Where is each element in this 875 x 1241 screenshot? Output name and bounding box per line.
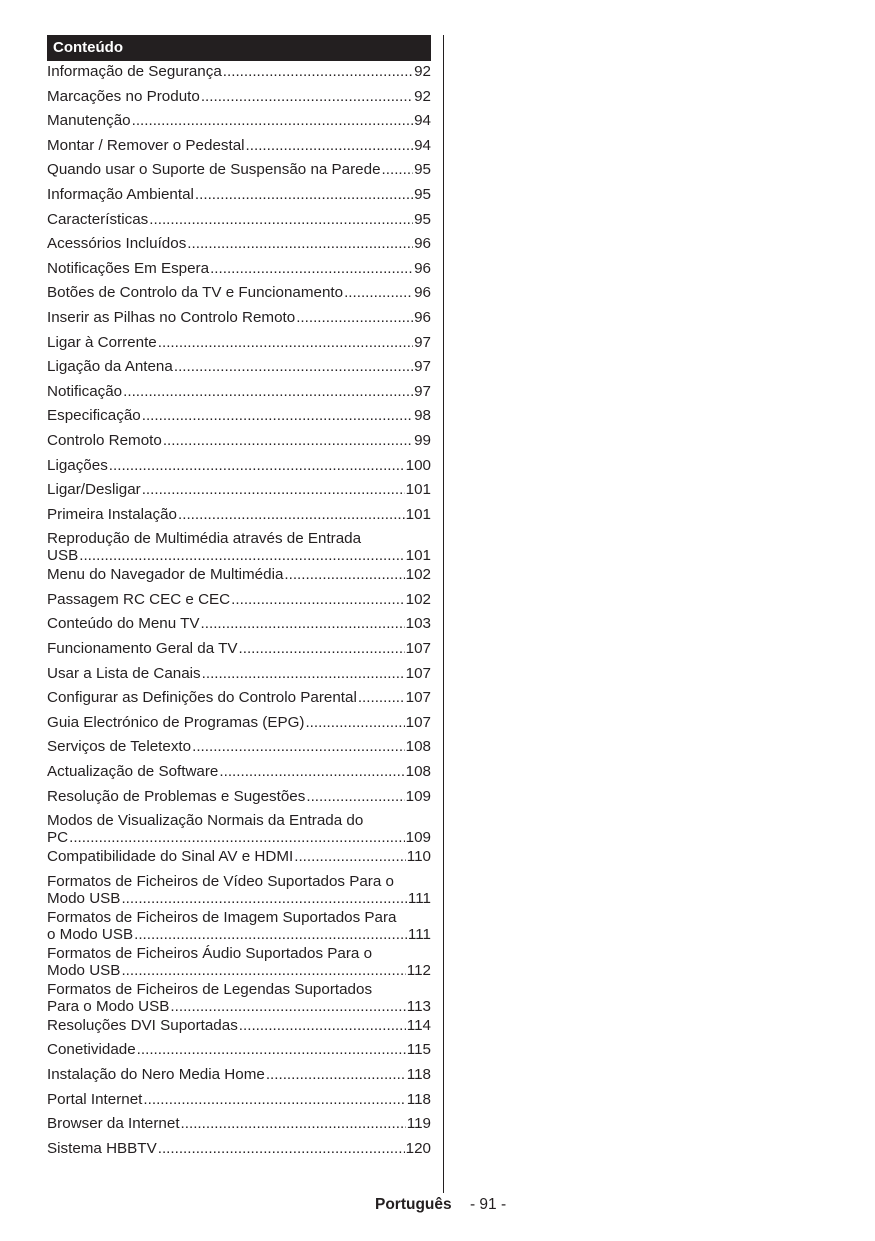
- toc-entry-title: Manutenção: [47, 112, 131, 130]
- toc-entry[interactable]: [47, 479, 431, 504]
- toc-entry-title: Quando usar o Suporte de Suspensão na Parede: [47, 161, 381, 179]
- toc-entry-title: Marcações no Produto: [47, 87, 200, 105]
- dot-leader: [246, 137, 414, 155]
- dot-leader: [158, 334, 413, 352]
- toc-list: [47, 61, 431, 1162]
- toc-entry-page: 103: [405, 615, 431, 633]
- toc-entry-title-line1: Formatos de Ficheiros de Legendas Suportados: [47, 980, 373, 998]
- toc-entry-page: 118: [406, 1066, 431, 1083]
- toc-entry-title-line1: Modos de Visualização Normais da Entrada do: [47, 812, 364, 830]
- toc-entry[interactable]: [47, 1113, 431, 1138]
- dot-leader: [121, 962, 405, 979]
- dot-leader: [266, 1066, 406, 1084]
- dot-leader: [181, 1115, 406, 1133]
- toc-entry-page: 95: [414, 161, 431, 179]
- toc-entry-page: 114: [406, 1016, 431, 1034]
- toc-entry-title: Ligação da Antena: [47, 358, 173, 376]
- toc-entry-title: Sistema HBBTV: [47, 1139, 157, 1157]
- toc-entry-page: 96: [414, 284, 431, 302]
- toc-entry-page: 120: [405, 1139, 431, 1157]
- toc-entry[interactable]: [47, 61, 431, 86]
- toc-entry-page: 100: [405, 456, 431, 474]
- toc-entry-title: Conetividade: [47, 1041, 136, 1059]
- toc-entry-title: PC: [47, 829, 69, 847]
- toc-entry-title: Ligar/Desligar: [47, 481, 141, 499]
- dot-leader: [219, 763, 404, 781]
- toc-entry-page: 109: [405, 787, 431, 805]
- toc-entry[interactable]: [47, 86, 431, 111]
- toc-entry-title: Passagem RC CEC e CEC: [47, 590, 231, 608]
- dot-leader: [149, 211, 413, 229]
- toc-entry-page: 97: [414, 358, 431, 376]
- toc-entry-title: Ligações: [47, 456, 108, 474]
- toc-entry-page: 102: [405, 566, 431, 584]
- dot-leader: [134, 926, 407, 943]
- toc-entry[interactable]: [47, 159, 431, 184]
- toc-entry-page: 101: [405, 547, 431, 565]
- toc-entry[interactable]: [47, 405, 431, 430]
- dot-leader: [305, 714, 404, 732]
- dot-leader: [358, 689, 405, 707]
- toc-entry-page: 92: [414, 87, 431, 105]
- toc-entry[interactable]: [47, 381, 431, 406]
- toc-entry-title: Inserir as Pilhas no Controlo Remoto: [47, 308, 296, 326]
- dot-leader: [187, 235, 413, 253]
- toc-entry-title: Funcionamento Geral da TV: [47, 640, 238, 658]
- toc-entry-title: Serviços de Teletexto: [47, 738, 192, 756]
- dot-leader: [142, 481, 405, 499]
- toc-entry-title: Informação de Segurança: [47, 63, 222, 80]
- dot-leader: [163, 432, 413, 450]
- toc-entry[interactable]: [47, 907, 431, 943]
- toc-entry-page: 101: [405, 505, 431, 523]
- toc-entry[interactable]: [47, 1015, 431, 1040]
- dot-leader: [109, 457, 405, 475]
- dot-leader: [121, 890, 406, 907]
- toc-entry-page: 92: [414, 63, 431, 80]
- toc-entry-page: 108: [405, 763, 431, 781]
- dot-leader: [143, 1091, 405, 1109]
- toc-entry-page: 97: [414, 333, 431, 351]
- dot-leader: [174, 358, 413, 376]
- toc-entry[interactable]: [47, 1039, 431, 1064]
- toc-entry[interactable]: [47, 786, 431, 811]
- toc-entry-page: 115: [406, 1041, 431, 1059]
- toc-entry-page: 95: [414, 210, 431, 228]
- toc-entry-title: Guia Electrónico de Programas (EPG): [47, 713, 305, 731]
- toc-entry-page: 101: [405, 481, 431, 499]
- dot-leader: [382, 161, 414, 179]
- toc-entry-title: Compatibilidade do Sinal AV e HDMI: [47, 848, 294, 866]
- toc-entry-title: Portal Internet: [47, 1090, 143, 1108]
- toc-entry[interactable]: [47, 761, 431, 786]
- dot-leader: [231, 591, 405, 609]
- dot-leader: [294, 848, 406, 866]
- toc-entry-title: Montar / Remover o Pedestal: [47, 136, 245, 154]
- toc-entry[interactable]: [47, 356, 431, 381]
- toc-entry-title: Ligar à Corrente: [47, 333, 157, 351]
- toc-entry-page: 118: [406, 1090, 431, 1108]
- toc-entry-page: 107: [405, 664, 431, 682]
- toc-entry-title: Configurar as Definições do Controlo Parental: [47, 689, 357, 707]
- toc-entry[interactable]: [47, 846, 431, 871]
- toc-entry[interactable]: [47, 332, 431, 357]
- toc-entry[interactable]: [47, 135, 431, 160]
- toc-entry-page: 94: [414, 136, 431, 154]
- toc-entry-title: Browser da Internet: [47, 1115, 180, 1133]
- toc-entry-title: Primeira Instalação: [47, 505, 177, 523]
- toc-entry-page: 111: [407, 925, 431, 943]
- toc-entry[interactable]: [47, 1064, 431, 1089]
- dot-leader: [202, 665, 405, 683]
- toc-entry-title: Características: [47, 210, 149, 228]
- toc-entry-title-line1: Formatos de Ficheiros de Imagem Suportados Para: [47, 908, 397, 926]
- toc-entry[interactable]: [47, 979, 431, 1015]
- toc-entry[interactable]: [47, 663, 431, 688]
- dot-leader: [210, 260, 413, 278]
- footer-language: Português: [375, 1196, 452, 1213]
- toc-entry-title: Instalação do Nero Media Home: [47, 1066, 265, 1083]
- toc-entry[interactable]: [47, 613, 431, 638]
- toc-entry[interactable]: [47, 233, 431, 258]
- dot-leader: [132, 112, 414, 130]
- toc-entry-page: 96: [414, 235, 431, 253]
- toc-entry[interactable]: [47, 455, 431, 480]
- toc-entry-title: Controlo Remoto: [47, 431, 162, 449]
- toc-entry-title: Botões de Controlo da TV e Funcionamento: [47, 284, 344, 302]
- toc-entry-title: Resoluções DVI Suportadas: [47, 1016, 238, 1034]
- toc-entry-page: 111: [407, 889, 431, 907]
- toc-entry-page: 113: [406, 997, 431, 1015]
- toc-entry-page: 95: [414, 185, 431, 203]
- toc-entry[interactable]: [47, 307, 431, 332]
- toc-entry-page: 107: [405, 713, 431, 731]
- toc-entry-title: Actualização de Software: [47, 763, 219, 781]
- toc-entry-title: Especificação: [47, 407, 141, 425]
- toc-entry[interactable]: [47, 209, 431, 234]
- toc-entry-title: Notificação: [47, 382, 123, 400]
- toc-entry[interactable]: [47, 110, 431, 135]
- toc-entry-page: 97: [414, 382, 431, 400]
- page-footer: [375, 1196, 506, 1214]
- toc-entry-page: 96: [414, 259, 431, 277]
- toc-entry[interactable]: [47, 810, 431, 846]
- toc-entry-title: Usar a Lista de Canais: [47, 664, 201, 682]
- toc-entry[interactable]: [47, 282, 431, 307]
- footer-page-number: - 91 -: [469, 1196, 507, 1213]
- toc-entry-page: 107: [405, 640, 431, 658]
- toc-entry-page: 107: [405, 689, 431, 707]
- toc-entry[interactable]: [47, 871, 431, 907]
- toc-entry-page: 109: [405, 829, 431, 847]
- toc-entry-title: USB: [47, 547, 79, 565]
- toc-entry-title-line1: Reprodução de Multimédia através de Entrada: [47, 530, 362, 548]
- toc-entry[interactable]: [47, 638, 431, 663]
- toc-heading: Conteúdo: [47, 35, 431, 61]
- toc-entry[interactable]: [47, 736, 431, 761]
- dot-leader: [123, 383, 413, 401]
- toc-entry-title: Para o Modo USB: [47, 997, 170, 1015]
- toc-entry[interactable]: [47, 528, 431, 564]
- dot-leader: [69, 829, 405, 846]
- dot-leader: [158, 1140, 405, 1158]
- toc-entry[interactable]: [47, 1138, 431, 1163]
- toc-entry-title: Informação Ambiental: [47, 185, 194, 203]
- table-of-contents: [47, 35, 431, 1162]
- toc-entry-page: 110: [406, 848, 431, 866]
- toc-entry[interactable]: [47, 943, 431, 979]
- toc-entry[interactable]: [47, 589, 431, 614]
- toc-entry-title: Notificações Em Espera: [47, 259, 210, 277]
- toc-entry-title: Resolução de Problemas e Sugestões: [47, 787, 306, 805]
- dot-leader: [239, 1017, 406, 1035]
- toc-entry[interactable]: [47, 184, 431, 209]
- toc-entry-title: Modo USB: [47, 889, 121, 907]
- toc-entry-page: 108: [405, 738, 431, 756]
- toc-entry[interactable]: [47, 687, 431, 712]
- toc-entry[interactable]: [47, 258, 431, 283]
- toc-entry[interactable]: [47, 1089, 431, 1114]
- toc-entry[interactable]: [47, 430, 431, 455]
- dot-leader: [296, 309, 413, 327]
- dot-leader: [284, 566, 404, 584]
- dot-leader: [142, 407, 413, 425]
- toc-entry-page: 119: [406, 1115, 431, 1133]
- dot-leader: [223, 63, 413, 81]
- dot-leader: [344, 284, 413, 302]
- toc-entry-title-line1: Formatos de Ficheiros Áudio Suportados Para o: [47, 944, 373, 962]
- dot-leader: [79, 547, 404, 564]
- dot-leader: [137, 1041, 406, 1059]
- toc-entry-title: Conteúdo do Menu TV: [47, 615, 200, 633]
- toc-entry-title: o Modo USB: [47, 925, 134, 943]
- toc-entry-page: 98: [414, 407, 431, 425]
- dot-leader: [201, 615, 405, 633]
- toc-entry-page: 94: [414, 112, 431, 130]
- column-divider: [443, 35, 444, 1193]
- toc-entry[interactable]: [47, 504, 431, 529]
- toc-entry-title: Menu do Navegador de Multimédia: [47, 566, 284, 584]
- toc-entry-page: 99: [414, 431, 431, 449]
- toc-entry-title: Modo USB: [47, 961, 121, 979]
- toc-entry[interactable]: [47, 564, 431, 589]
- toc-entry-page: 102: [405, 590, 431, 608]
- dot-leader: [195, 186, 413, 204]
- toc-entry[interactable]: [47, 712, 431, 737]
- dot-leader: [201, 88, 413, 106]
- toc-entry-page: 96: [414, 308, 431, 326]
- dot-leader: [192, 738, 405, 756]
- dot-leader: [178, 506, 405, 524]
- toc-entry-title: Acessórios Incluídos: [47, 235, 187, 253]
- dot-leader: [170, 998, 405, 1015]
- toc-entry-page: 112: [406, 961, 431, 979]
- dot-leader: [306, 788, 404, 806]
- toc-entry-title-line1: Formatos de Ficheiros de Vídeo Suportados Para o: [47, 872, 394, 890]
- dot-leader: [239, 640, 405, 658]
